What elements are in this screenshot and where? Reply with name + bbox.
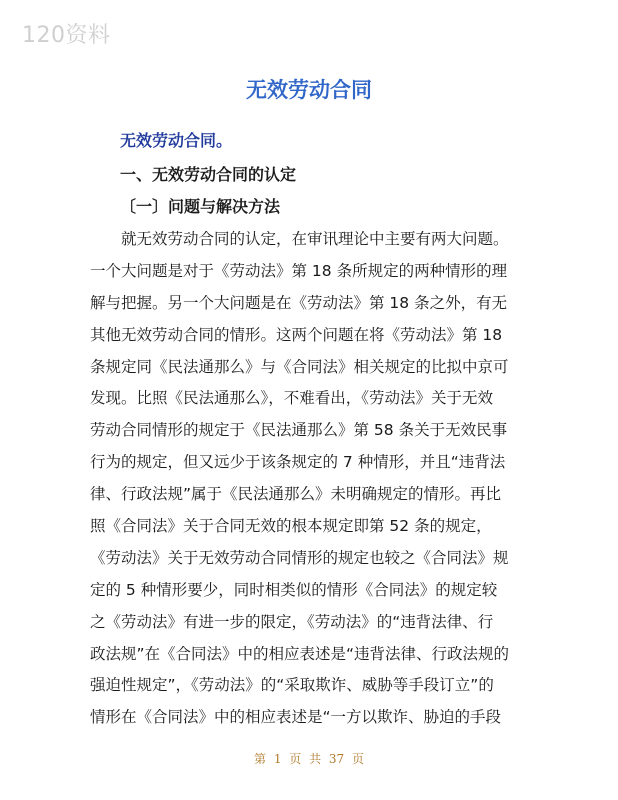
body-paragraph (90, 224, 530, 734)
text-line: 劳动合同情形的规定于《民法通那么》第 58 条关于无效民事 (90, 421, 508, 440)
text-line: 之《劳动法》有进一步的限定，《劳动法》的“违背法律、行 (90, 612, 494, 631)
text-line: 一个大问题是对于《劳动法》第 18 条所规定的两种情形的理 (90, 261, 508, 280)
text-line: 定的 5 种情形要少，同时相类似的情形《合同法》的规定较 (90, 580, 498, 599)
page-indicator: 第 1 页 共 37 页 (254, 752, 364, 766)
document-title: 无效劳动合同 (246, 78, 372, 102)
text-line: 情形在《合同法》中的相应表述是“一方以欺诈、胁迫的手段 (90, 708, 502, 727)
text-line: 就无效劳动合同的认定，在审讯理论中主要有两大问题。 (121, 230, 509, 248)
text-line: 条规定同《民法通那么》与《合同法》相关规定的比拟中京可 (90, 357, 509, 376)
subsection-heading: 〔一〕问题与解决方法 (120, 197, 281, 216)
watermark: 120资料 (22, 23, 111, 48)
text-line: 《劳动法》关于无效劳动合同情形的规定也较之《合同法》规 (90, 548, 509, 567)
section-heading: 一、无效劳动合同的认定 (120, 165, 297, 184)
text-line: 其他无效劳动合同的情形。这两个问题在将《劳动法》第 18 (90, 325, 503, 344)
text-line: 政法规”在《合同法》中的相应表述是“违背法律、行政法规的 (90, 644, 510, 663)
text-line: 律、行政法规”属于《民法通那么》未明确规定的情形。再比 (90, 485, 502, 504)
document-subtitle: 无效劳动合同。 (120, 131, 233, 150)
text-line: 发现。比照《民法通那么》，不难看出，《劳动法》关于无效 (90, 389, 494, 408)
text-line: 解与把握。另一个大问题是在《劳动法》第 18 条之外，有无 (90, 293, 508, 312)
text-line: 照《合同法》关于合同无效的根本规定即第 52 条的规定， (90, 517, 492, 536)
text-line: 行为的规定，但又远少于该条规定的 7 种情形，并且“违背法 (90, 453, 506, 472)
text-line: 强迫性规定”，《劳动法》的“采取欺诈、威胁等手段订立”的 (90, 676, 494, 695)
